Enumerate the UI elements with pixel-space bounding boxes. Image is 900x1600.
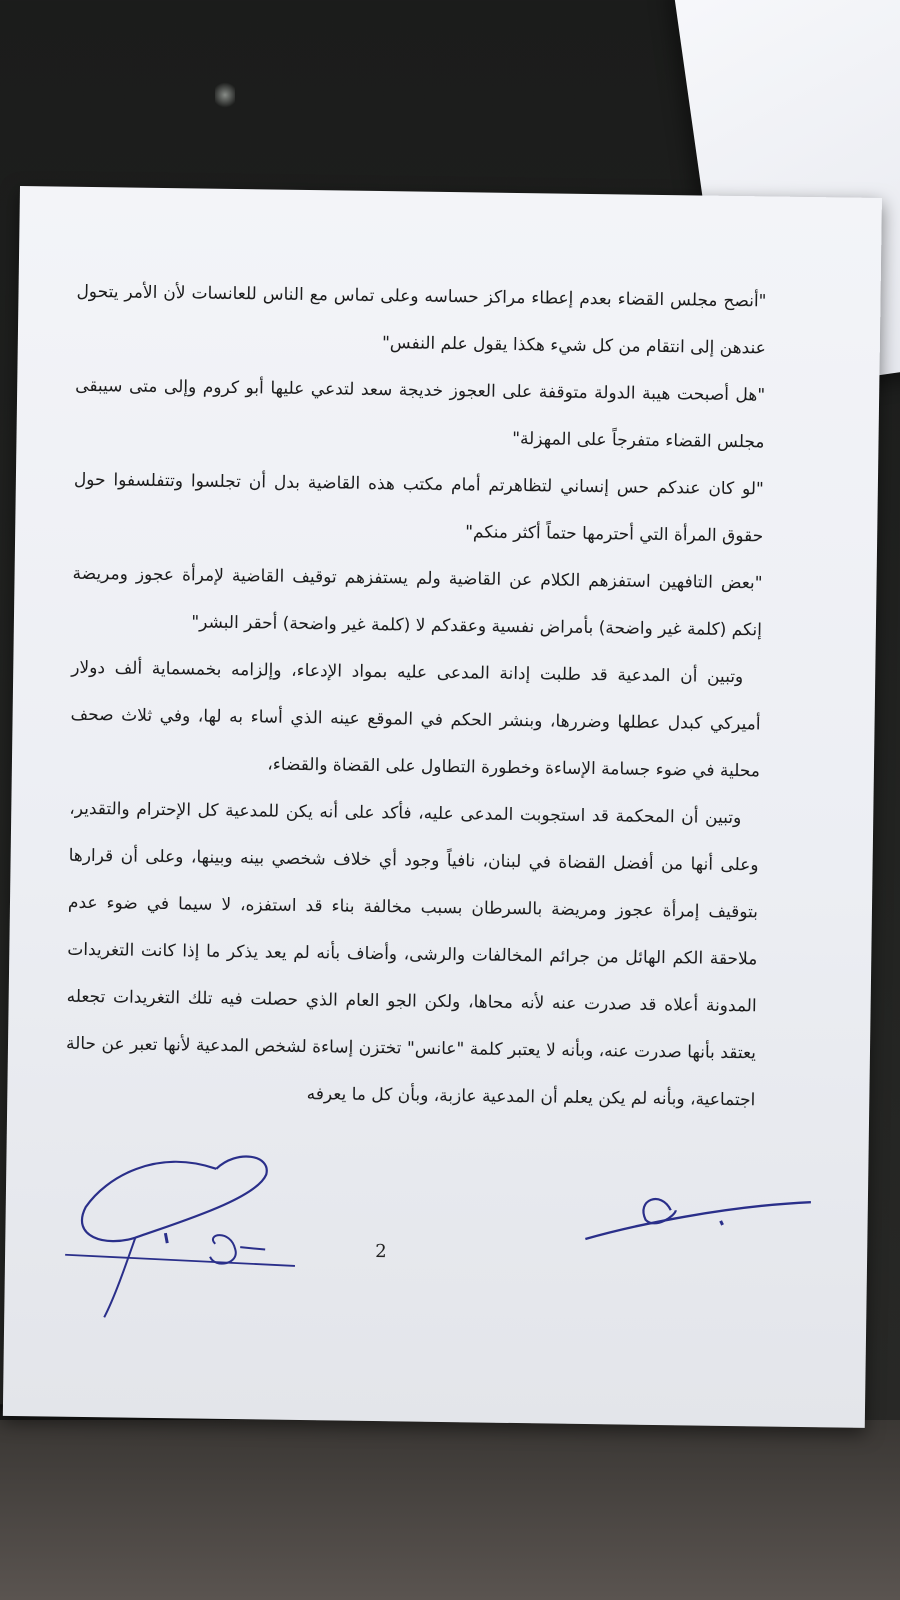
document-body [65, 269, 767, 1125]
signature-left [64, 1137, 327, 1331]
interrogation-paragraph: وتبين أن المحكمة قد استجوبت المدعى عليه، فأكد على أنه يكن للمدعية كل الإحترام والتقدير، وعلى أنها من أفضل القضاة في لبنان، نافياً وجود أي خلاف شخصي بينه وبينها، وعلى أن قرارها بتوقيف إمرأة عجوز ومريضة بالسرطان بسبب مخالفة بناء قد استفزه، لا سيما في ضوء عدم ملاحقة الكم الهائل من جرائم المخالفات والرشى، وأضاف بأنه لم يعد يذكر ما إذا كانت التغريدات المدونة أعلاه قد صدرت عنه لأنه محاها، ولكن الجو العام الذي حصلت فيه تلك التغريدات تجعله يعتقد بأنها صدرت عنه، وبأنه لا يعتبر كلمة "عانس" تختزن إساءة لشخص المدعية لأنها تعبر عن حالة اجتماعية، وبأنه لم يكن يعلم أن المدعية عازبة، وبأن كل ما يعرفه [65, 798, 759, 1111]
signature-right [575, 1179, 816, 1252]
quote-paragraph-1: "أنصح مجلس القضاء بعدم إعطاء مراكز حساسه وعلى تماس مع الناس للعانسات لأن الأمر يتحول عندهن إلى انتقام من كل شيء هكذا يقول علم النفس" [76, 281, 767, 359]
page-number: 2 [375, 1241, 387, 1263]
desk-background-spot [215, 80, 235, 110]
quote-paragraph-3: "لو كان عندكم حس إنساني لتظاهرتم أمام مكتب هذه القاضية بدل أن تجلسوا وتتفلسفوا حول حقوق المرأة التي أحترمها حتماً أكثر منكم" [73, 469, 764, 547]
document-page [3, 186, 882, 1428]
floor-background [0, 1420, 900, 1600]
claim-paragraph: وتبين أن المدعية قد طلبت إدانة المدعى عليه بمواد الإدعاء، وإلزامه بخمسماية ألف دولار أميركي كبدل عطلها وضررها، وبنشر الحكم في الموقع عينه الذي أساء به لها، وفي ثلاث صحف محلية في ضوء جسامة الإساءة وخطورة التطاول على القضاة والقضاء، [70, 657, 761, 782]
quote-paragraph-4: "بعض التافهين استفزهم الكلام عن القاضية ولم يستفزهم توقيف القاضية لإمرأة عجوز ومريضة إنكم (كلمة غير واضحة) بأمراض نفسية وعقدكم لا (كلمة غير واضحة) أحقر البشر" [72, 563, 763, 641]
quote-paragraph-2: "هل أصبحت هيبة الدولة متوقفة على العجوز خديجة سعد لتدعي عليها أبو كروم وإلى متى سيبقى مجلس القضاء متفرجاً على المهزلة" [75, 375, 766, 453]
